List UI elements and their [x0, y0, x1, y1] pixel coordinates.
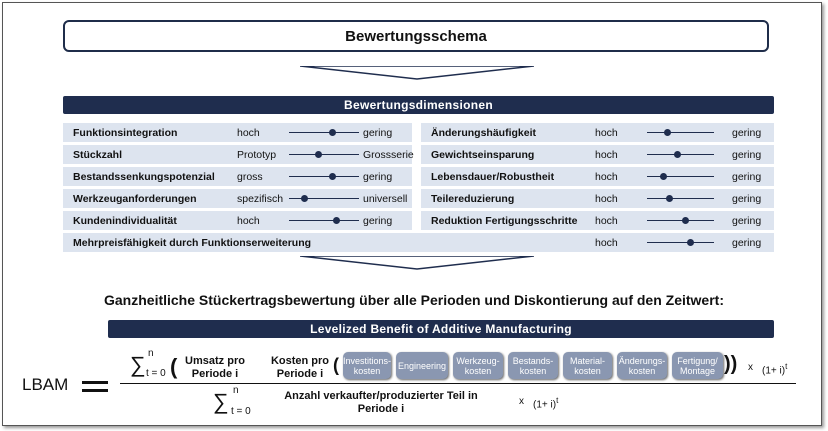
scale-marker — [329, 129, 336, 136]
section-heading: Ganzheitliche Stückertragsbewertung über alle Perioden und Diskontierung auf den Zeitwert: — [104, 292, 724, 308]
scale-high-label: gering — [363, 171, 393, 183]
lbam-header: Levelized Benefit of Additive Manufacturing — [108, 320, 774, 338]
scale-marker — [301, 195, 308, 202]
dimension-row — [421, 123, 774, 142]
scale-line — [647, 176, 714, 177]
scale-low-label: hoch — [237, 127, 260, 139]
scale-low-label: hoch — [595, 215, 618, 227]
denominator-term: Anzahl verkaufter/produzierter Teil in Periode i — [284, 390, 478, 415]
dimension-name: Funktionsintegration — [73, 127, 178, 139]
scale-high-label: gering — [732, 215, 762, 227]
cost-chip: Werkzeug-kosten — [453, 352, 503, 379]
scale-high-label: Grossserie — [363, 149, 414, 161]
scale-line — [289, 176, 359, 177]
cost-chip: Investitions-kosten — [343, 352, 391, 379]
scale-low-label: hoch — [237, 215, 260, 227]
dimension-name: Kundenindividualität — [73, 215, 177, 227]
dimension-name: Mehrpreisfähigkeit durch Funktionserweiterung — [73, 237, 312, 249]
scale-line — [647, 242, 714, 243]
lbam-label: LBAM — [22, 375, 69, 394]
scale-marker — [315, 151, 322, 158]
dimension-row — [421, 145, 774, 164]
cost-chip: Bestands-kosten — [508, 352, 558, 379]
chevron-arrow-bottom — [300, 256, 534, 270]
scale-high-label: gering — [732, 237, 762, 249]
scale-low-label: hoch — [595, 193, 618, 205]
scale-high-label: gering — [732, 193, 762, 205]
scale-marker — [682, 217, 689, 224]
cost-chip: Änderungs-kosten — [617, 352, 667, 379]
sum-symbol-denominator: ∑ — [213, 389, 229, 414]
dimension-name: Teilereduzierung — [431, 193, 515, 205]
scale-low-label: Prototyp — [237, 149, 277, 161]
sum-lower-limit-denominator: t = 0 — [231, 406, 251, 417]
dimension-row — [63, 167, 412, 186]
dimension-name: Werkzeuganforderungen — [73, 193, 197, 205]
scale-marker — [333, 217, 340, 224]
scale-low-label: hoch — [595, 237, 618, 249]
dimension-row — [421, 167, 774, 186]
dimension-row — [421, 189, 774, 208]
sum-symbol-numerator: ∑ — [130, 352, 146, 377]
scale-low-label: hoch — [595, 127, 618, 139]
scale-line — [647, 198, 714, 199]
chevron-arrow-top — [300, 66, 534, 80]
dimension-row — [63, 123, 412, 142]
dimension-row-wide — [63, 233, 774, 252]
equals-sign-bottom — [82, 389, 108, 392]
scale-marker — [666, 195, 673, 202]
scale-high-label: gering — [732, 149, 762, 161]
open-paren-inner: ( — [333, 355, 339, 375]
dimension-name: Stückzahl — [73, 149, 123, 161]
dimension-name: Gewichtseinsparung — [431, 149, 535, 161]
dimensions-header: Bewertungsdimensionen — [63, 96, 774, 114]
scale-marker — [329, 173, 336, 180]
scale-low-label: spezifisch — [237, 193, 284, 205]
dimension-name: Bestandssenkungspotenzial — [73, 171, 215, 183]
scale-low-label: gross — [237, 171, 263, 183]
scale-line — [647, 132, 714, 133]
fraction-line — [120, 383, 796, 384]
dimension-row — [63, 211, 412, 230]
dimension-name: Lebensdauer/Robustheit — [431, 171, 555, 183]
scale-marker — [664, 129, 671, 136]
scale-marker — [660, 173, 667, 180]
scale-line — [647, 220, 714, 221]
scale-line — [289, 154, 359, 155]
scale-high-label: gering — [732, 127, 762, 139]
dimension-row — [63, 189, 412, 208]
sum-lower-limit-numerator: t = 0 — [146, 368, 166, 379]
cost-chip: Engineering — [396, 352, 448, 379]
scale-high-label: gering — [363, 127, 393, 139]
scale-line — [289, 132, 359, 133]
equals-sign-top — [82, 381, 108, 384]
scale-high-label: universell — [363, 193, 408, 205]
open-paren-outer: ( — [170, 354, 178, 379]
kosten-term: Kosten pro Periode i — [270, 355, 330, 380]
close-parens: )) — [724, 353, 738, 375]
umsatz-term: Umsatz pro Periode i — [185, 355, 245, 380]
sum-upper-limit-numerator: n — [148, 348, 154, 359]
scale-high-label: gering — [732, 171, 762, 183]
discount-multiplier-den: x — [519, 396, 524, 407]
discount-term-num: $(1+ i)^t$ — [762, 362, 788, 377]
schema-title: Bewertungsschema — [63, 20, 769, 52]
dimension-name: Änderungshäufigkeit — [431, 127, 537, 139]
scale-low-label: hoch — [595, 149, 618, 161]
dimension-row — [421, 211, 774, 230]
scale-high-label: gering — [363, 215, 393, 227]
scale-line — [289, 198, 359, 199]
dimension-row — [63, 145, 412, 164]
scale-line — [289, 220, 359, 221]
scale-marker — [687, 239, 694, 246]
sum-upper-limit-denominator: n — [233, 385, 239, 396]
discount-multiplier-num: x — [748, 362, 753, 373]
cost-chip: Fertigung/ Montage — [672, 352, 723, 379]
dimension-name: Reduktion Fertigungsschritte — [431, 215, 578, 227]
scale-low-label: hoch — [595, 171, 618, 183]
discount-term-den: $(1+ i)^t$ — [533, 396, 559, 411]
cost-chip: Material-kosten — [563, 352, 612, 379]
scale-marker — [674, 151, 681, 158]
